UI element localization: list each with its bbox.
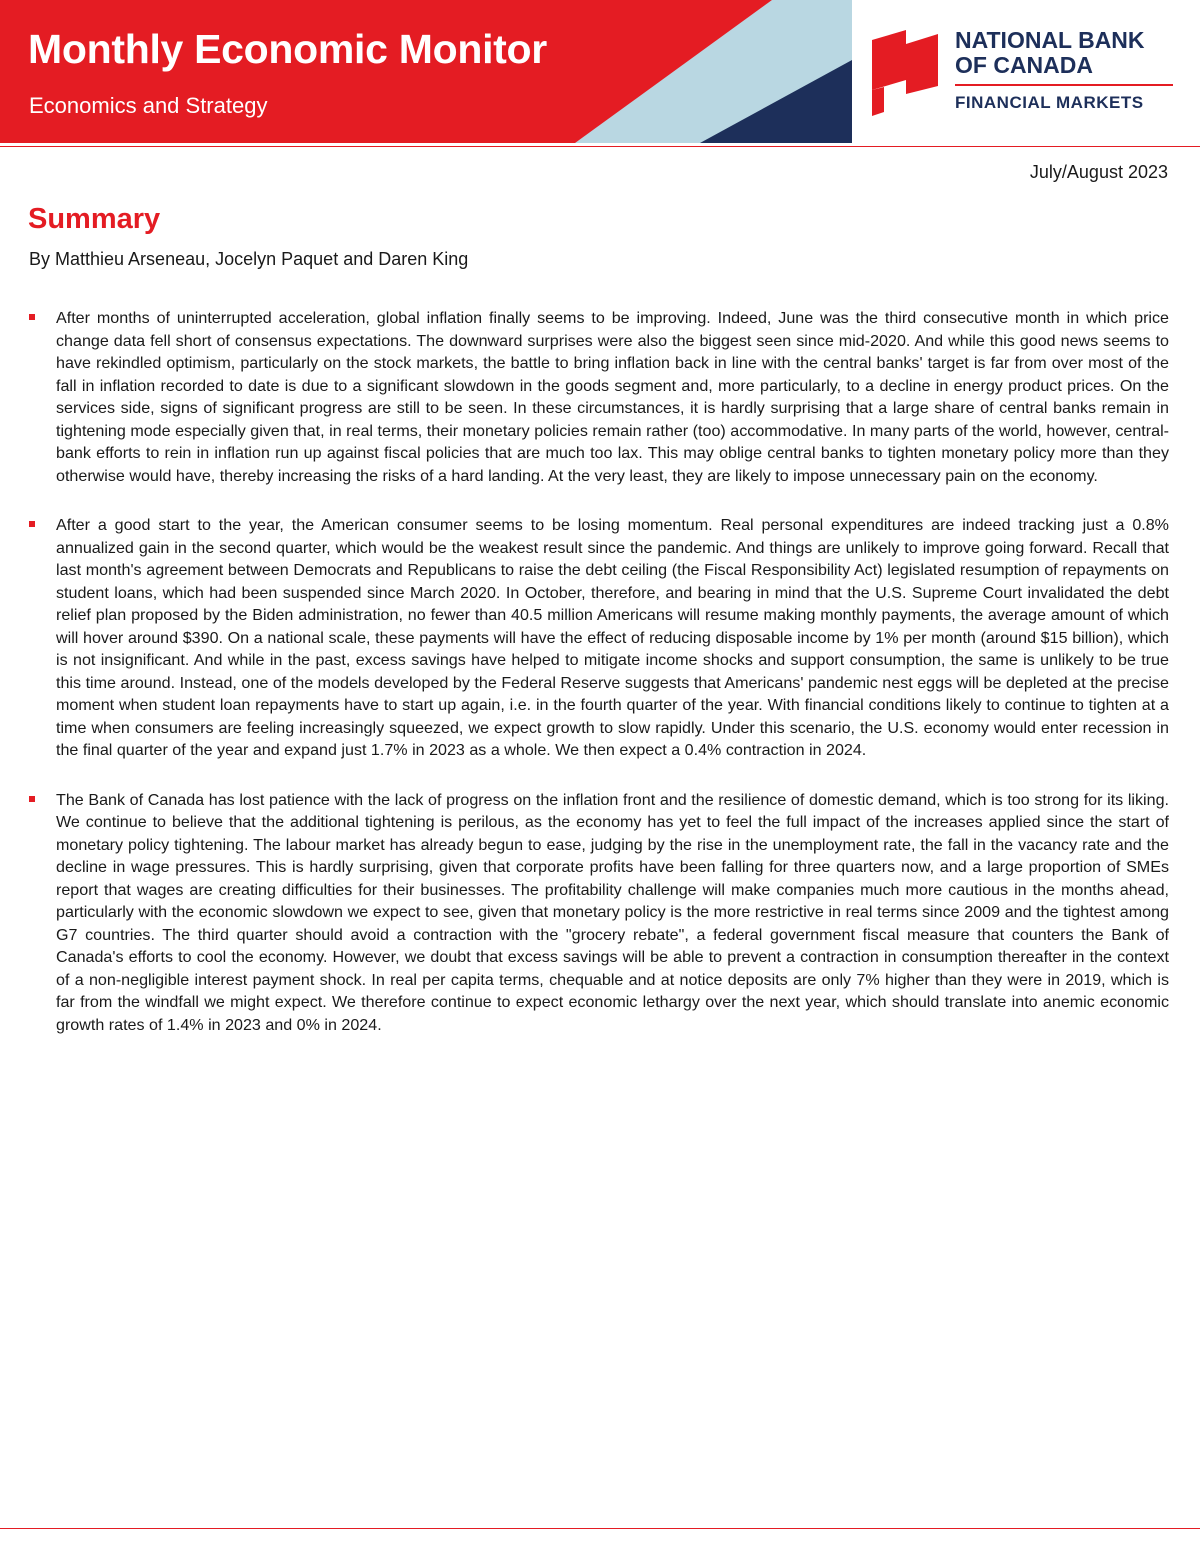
bullet-text: After a good start to the year, the American consumer seems to be losing momentum. Real personal expenditures are indeed tracking just a 0.8% annualized gain in the second quarter, which would be the weakest result since the pandemic. And things are unlikely to improve going forward. Recall that last month's agreement between Democrats and Republicans to raise the debt ceiling (the Fiscal Responsibility Act) legislated resumption of repayments on student loans, which had been suspended since March 2020. In October, therefore, and bearing in mind that the U.S. Supreme Court invalidated the debt relief plan proposed by the Biden administration, no fewer than 40.5 million Americans will resume making monthly payments, the average amount of which will hover around $390. On a national scale, these payments will have the effect of reducing disposable income by 1% per month (around $15 billion), which is not insignificant. And while in the past, excess savings have helped to mitigate income shocks and support consumption, the same is unlikely to be true this time around. Instead, one of the models developed by the Federal Reserve suggests that Americans' pandemic nest eggs will be depleted at the precise moment when student loan repayments have to start up again, i.e. in the fourth quarter of the year. With financial conditions likely to continue to tighten at a time when consumers are feeling increasingly squeezed, we expect growth to slow rapidly. Under this scenario, the U.S. economy would enter recession in the final quarter of the year and expand just 1.7% in 2023 as a whole. We then expect a 0.4% contraction in 2024. (56, 516, 1169, 759)
report-title: Monthly Economic Monitor (28, 26, 547, 72)
issue-date: July/August 2023 (1029, 162, 1168, 182)
bank-name (955, 28, 1175, 78)
authors-line: By Matthieu Arseneau, Jocelyn Paquet and Daren King (29, 249, 469, 269)
bank-name-line2: OF CANADA (955, 52, 1093, 78)
bullet-square-icon (29, 314, 35, 320)
bullet-square-icon (29, 521, 35, 527)
bank-name-line1: NATIONAL BANK (955, 27, 1145, 53)
bullet-square-icon (29, 796, 35, 802)
summary-bullet-list (29, 307, 1169, 1063)
bank-logo (870, 24, 1180, 124)
national-bank-flag-icon (870, 28, 942, 118)
footer-divider (0, 1528, 1200, 1529)
bank-division: FINANCIAL MARKETS (955, 93, 1144, 112)
bullet-text: After months of uninterrupted acceleration, global inflation finally seems to be improving. Indeed, June was the third consecutive month in which price change data fell short of consensus expectations. The downward surprises were also the biggest seen since mid-2020. And while this good news seems to have rekindled optimism, particularly on the stock markets, the battle to bring inflation back in line with the central banks' target is far from over most of the fall in inflation recorded to date is due to a significant slowdown in the goods segment and, more particularly, to a decline in energy product prices. On the services side, signs of significant progress are still to be seen. In these circumstances, it is hardly surprising that a large share of central banks remain in tightening mode especially given that, in real terms, their monetary policies remain rather (too) accommodative. In many parts of the world, however, central-bank efforts to rein in inflation run up against fiscal policies that are much too lax. This may oblige central banks to tighten monetary policy more than they otherwise would have, thereby increasing the risks of a hard landing. At the very least, they are likely to impose unnecessary pain on the economy. (56, 309, 1169, 485)
summary-bullet (29, 514, 1169, 762)
logo-divider (955, 84, 1173, 86)
section-title: Summary (28, 203, 161, 235)
header-divider (0, 146, 1200, 147)
summary-bullet (29, 789, 1169, 1037)
bullet-text: The Bank of Canada has lost patience with the lack of progress on the inflation front and the resilience of domestic demand, which is too strong for its liking. We continue to believe that the additional tightening is perilous, as the economy has yet to feel the full impact of the increases applied since the start of monetary policy tightening. The labour market has already begun to ease, judging by the rise in the unemployment rate, the fall in the vacancy rate and the decline in wage pressures. This is hardly surprising, given that corporate profits have been falling for three quarters now, and a large proportion of SMEs report that wages are creating difficulties for their businesses. The profitability challenge will make companies much more cautious in the months ahead, particularly with the economic slowdown we expect to see, given that monetary policy is the more restrictive in real terms since 2009 and the tightest among G7 countries. The third quarter should avoid a contraction with the "grocery rebate", a federal government fiscal measure that counters the Bank of Canada's efforts to cool the economy. However, we doubt that excess savings will be able to prevent a contraction in consumption thereafter in the context of a non-negligible interest payment shock. In real per capita terms, chequable and at notice deposits are only 7% higher than they were in 2019, which is far from the windfall we might expect. We therefore continue to expect economic lethargy over the next year, which should translate into anemic economic growth rates of 1.4% in 2023 and 0% in 2024. (56, 790, 1169, 1034)
summary-bullet (29, 307, 1169, 487)
report-header (0, 0, 1200, 143)
report-subtitle: Economics and Strategy (29, 93, 268, 118)
